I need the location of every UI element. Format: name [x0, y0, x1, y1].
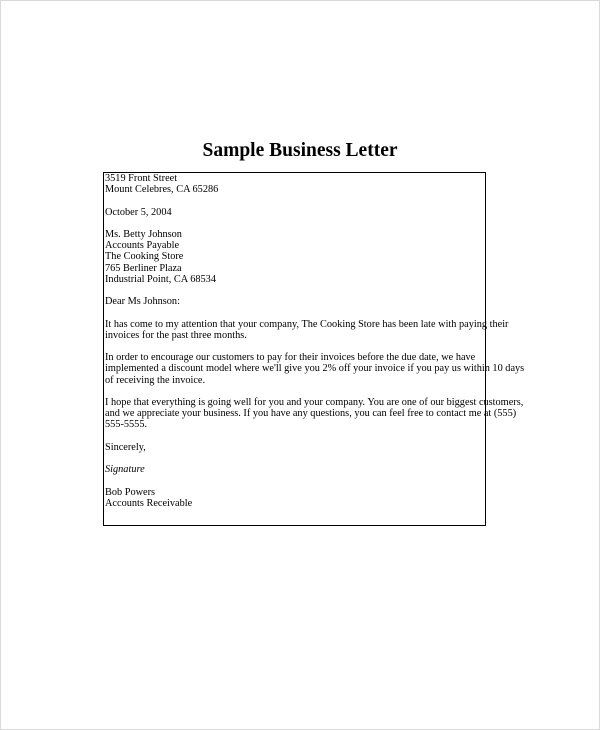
paragraph-line: of receiving the invoice.	[105, 374, 206, 386]
signature	[105, 464, 490, 475]
sender-address	[105, 173, 490, 195]
recipient-address	[105, 229, 490, 285]
paragraph-line: It has come to my attention that your company, The Cooking Store has been late with paying their	[105, 318, 509, 330]
signer-name: Bob Powers	[105, 486, 156, 498]
recipient-city: Industrial Point, CA 68534	[105, 273, 216, 285]
letter-body	[105, 173, 525, 520]
sender-street: 3519 Front Street	[105, 173, 178, 184]
recipient-company: The Cooking Store	[105, 251, 184, 263]
closing-text: Sincerely,	[105, 441, 146, 453]
salutation	[105, 296, 490, 307]
recipient-department: Accounts Payable	[105, 240, 180, 252]
paragraph-line: I hope that everything is going well for you and your company. You are one of our biggest customers,	[105, 396, 524, 408]
paragraph-2	[105, 352, 525, 386]
paragraph-line: implemented a discount model where we'll give you 2% off your invoice if you pay us within 10 days	[105, 363, 525, 375]
closing	[105, 442, 490, 453]
date-text: October 5, 2004	[105, 206, 172, 218]
signer-block	[105, 487, 490, 509]
salutation-text: Dear Ms Johnson:	[105, 296, 180, 308]
recipient-street: 765 Berliner Plaza	[105, 262, 182, 274]
signer-title: Accounts Receivable	[105, 497, 193, 509]
paragraph-1	[105, 318, 509, 341]
paragraph-line: invoices for the past three months.	[105, 329, 247, 341]
paragraph-line: and we appreciate your business. If you have any questions, you can feel free to contact me at (555)	[105, 408, 517, 420]
paragraph-line: 555-5555.	[105, 419, 148, 431]
paragraph-line: In order to encourage our customers to pay for their invoices before the due date, we have	[105, 352, 476, 364]
page-title: Sample Business Letter	[202, 140, 398, 161]
letter-date	[105, 207, 490, 218]
paragraph-3	[105, 396, 524, 431]
recipient-name: Ms. Betty Johnson	[105, 228, 182, 240]
sender-city: Mount Celebres, CA 65286	[105, 184, 219, 196]
signature-text: Signature	[105, 464, 145, 476]
